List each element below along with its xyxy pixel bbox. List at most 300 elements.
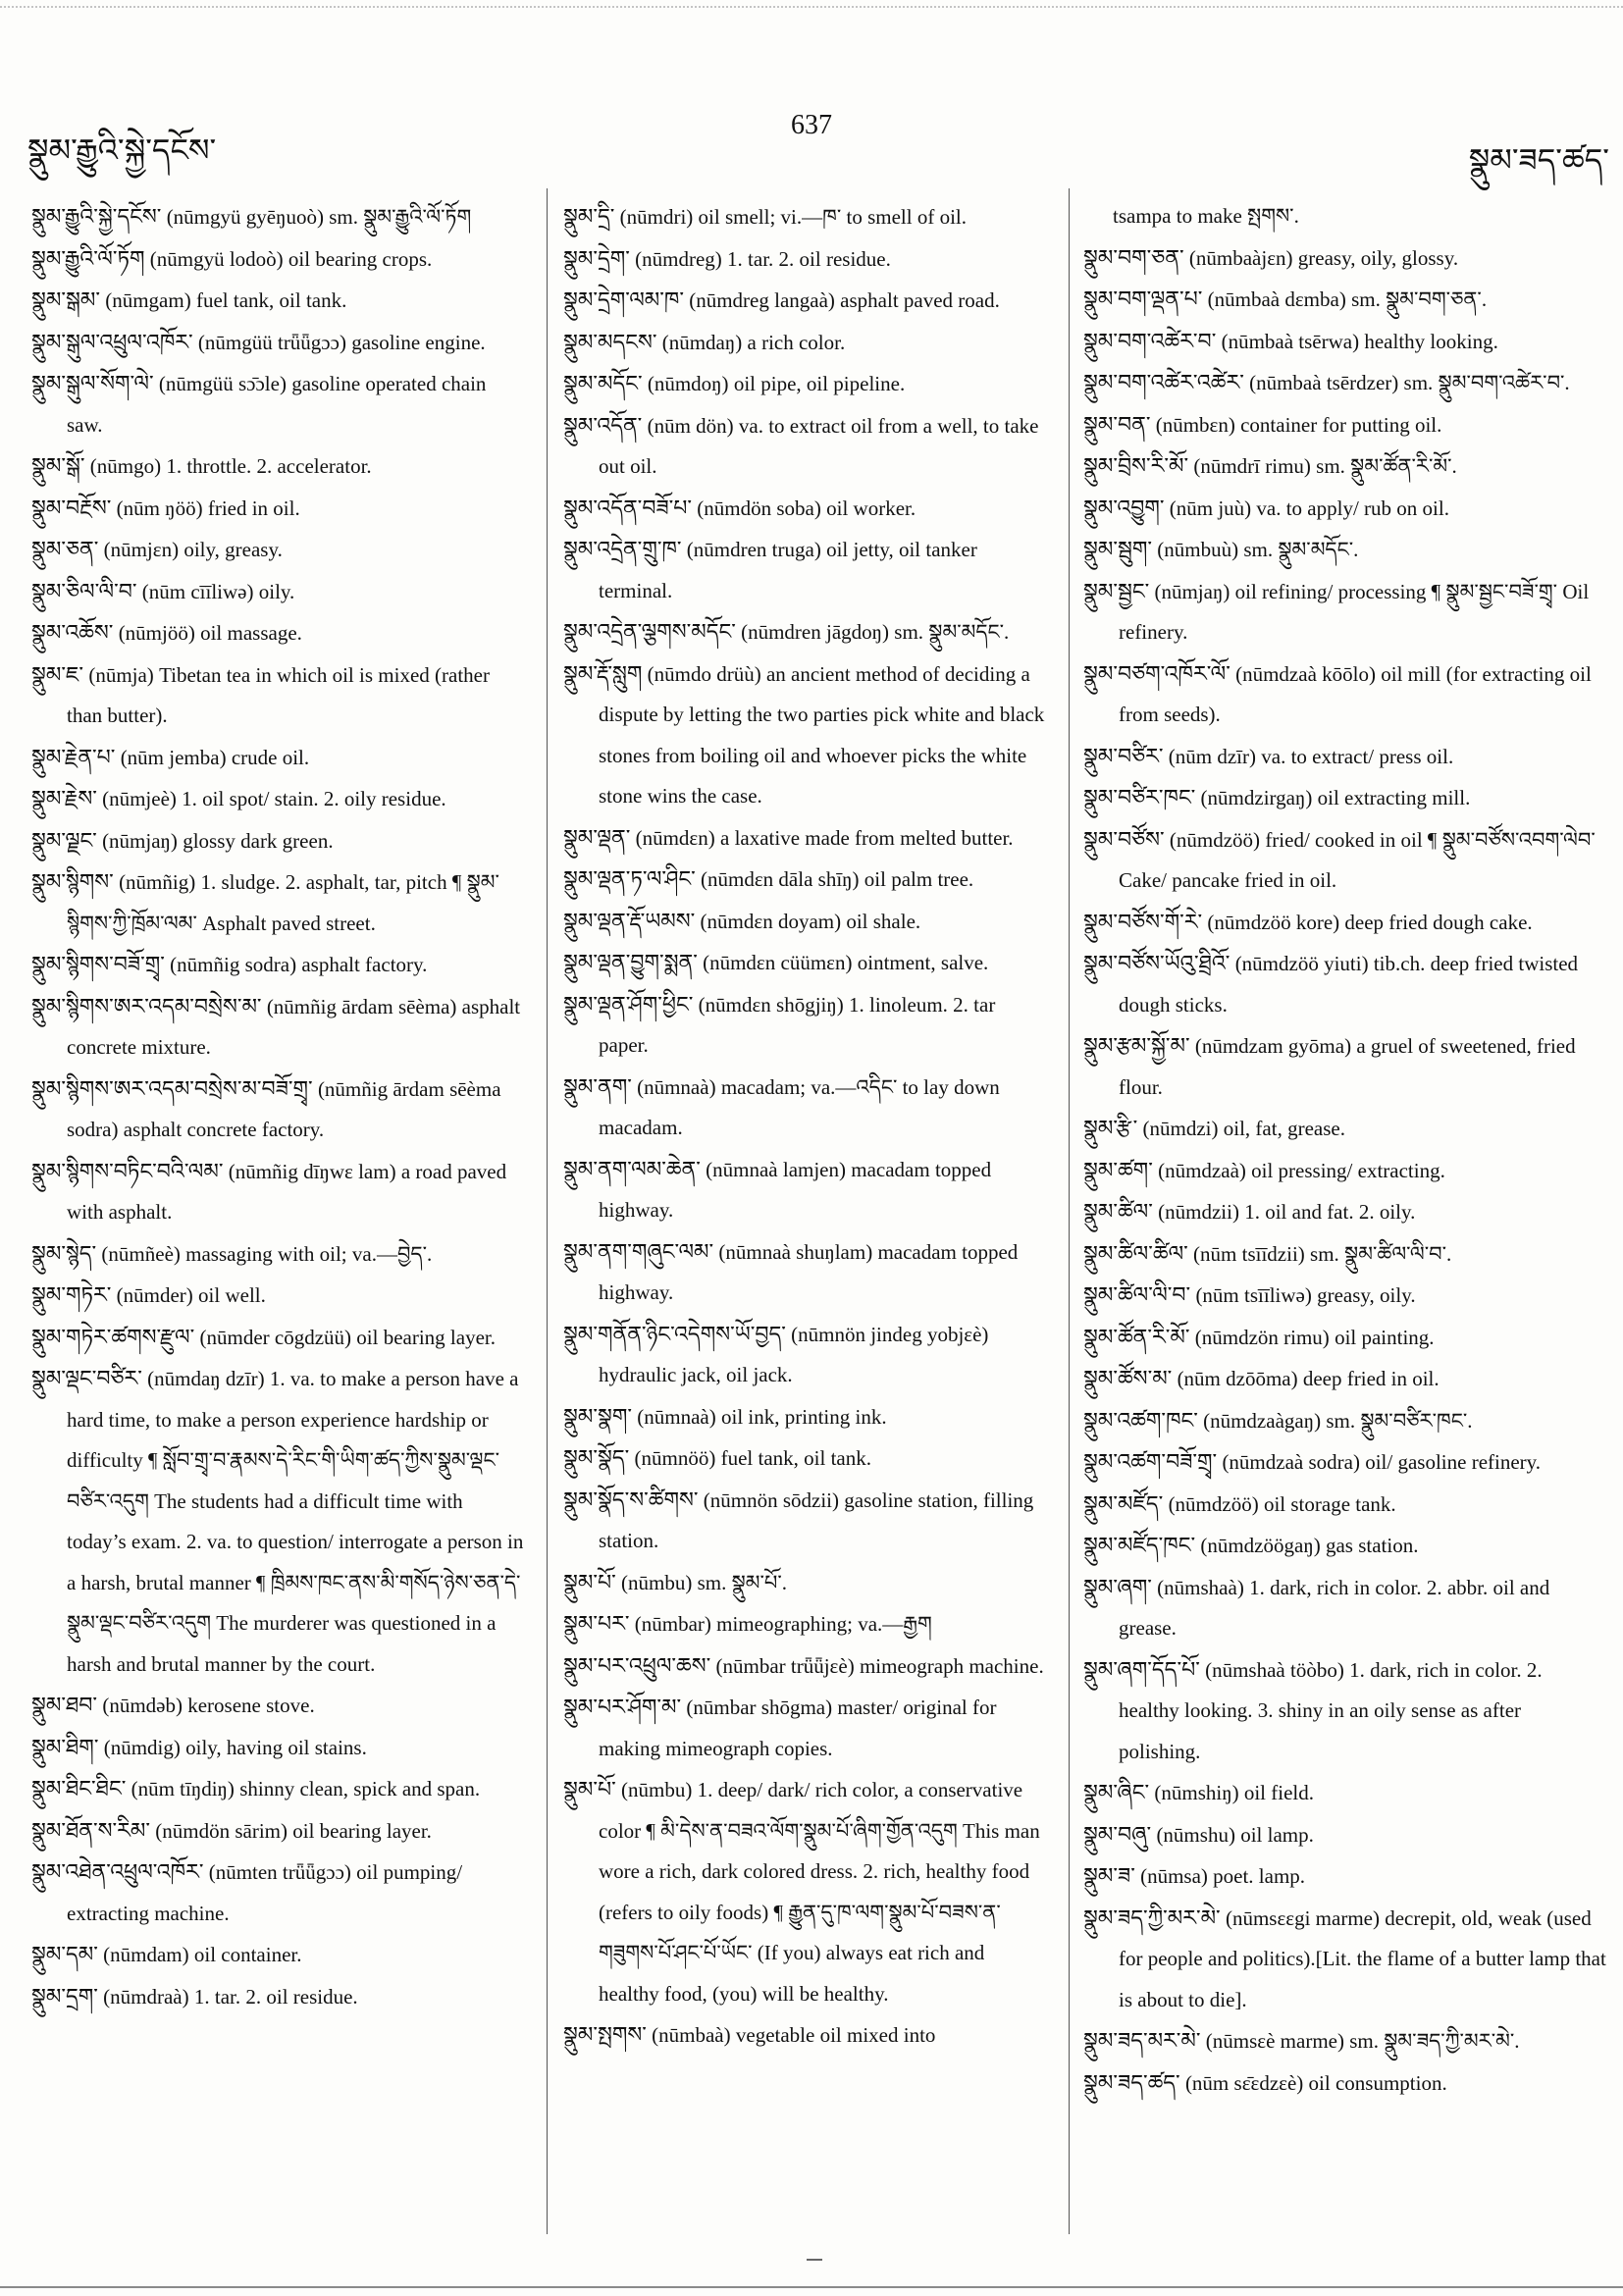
dictionary-entry bbox=[31, 1727, 526, 1769]
dictionary-entry bbox=[1083, 777, 1607, 819]
entry-definition: 1. sludge. 2. asphalt, tar, pitch ¶ སྣུམ་སྙིགས་ཀྱི་ཁྲོམ་ལམ་ Asphalt paved street. bbox=[67, 870, 499, 935]
dictionary-entry bbox=[1083, 1772, 1607, 1814]
entry-definition: sm. སྣུམ་མདོང་. bbox=[894, 620, 1010, 644]
entry-definition: oily, greasy. bbox=[183, 538, 283, 561]
entry-definition: fried in oil. bbox=[207, 496, 300, 520]
dictionary-entry bbox=[1083, 1025, 1607, 1108]
entry-pronunciation: (nūmdɛn shōgjiŋ) bbox=[698, 992, 844, 1017]
entry-pronunciation: (nūm juù) bbox=[1169, 496, 1252, 520]
entry-pronunciation: (nūmbaàjɛn) bbox=[1188, 245, 1293, 270]
entry-headword: སྣུམ་འཚག་ཁང་ bbox=[1083, 1407, 1198, 1433]
entry-definition: oil mill (for extracting oil from seeds). bbox=[1119, 661, 1592, 726]
entry-pronunciation: (nūmdoŋ) bbox=[647, 372, 729, 395]
entry-pronunciation: (nūmjeè) bbox=[102, 787, 177, 810]
entry-headword: སྣུམ་དམ་ bbox=[31, 1942, 98, 1966]
entry-headword: སྣུམ་བཙིར་ bbox=[1083, 743, 1164, 768]
dictionary-entry bbox=[563, 1645, 1050, 1688]
entry-definition: oil pressing/ extracting. bbox=[1251, 1158, 1445, 1182]
entry-headword: སྣུམ་ཟད་ཀྱི་མར་མེ་ bbox=[1083, 1905, 1221, 1930]
dictionary-entry bbox=[563, 901, 1050, 943]
entry-headword: སྣུམ་རྡོ་སླུག bbox=[563, 660, 643, 686]
entry-definition: a road paved with asphalt. bbox=[67, 1159, 507, 1224]
dictionary-entry bbox=[563, 1437, 1050, 1480]
entry-definition: oil massage. bbox=[200, 621, 302, 645]
entry-definition: greasy, oily, glossy. bbox=[1297, 245, 1459, 270]
dictionary-entry bbox=[1083, 1400, 1607, 1442]
column-rule bbox=[1069, 188, 1070, 2234]
entry-pronunciation: (nūmñig dīŋwɛ lam) bbox=[228, 1159, 396, 1183]
entry-headword: སྣུམ་པར་འཕྲུལ་ཆས་ bbox=[563, 1652, 711, 1678]
dictionary-entry bbox=[563, 1149, 1050, 1231]
entry-pronunciation: (nūmñig) bbox=[119, 870, 196, 894]
entry-pronunciation: (nūm tsīīdzii) bbox=[1193, 1241, 1305, 1266]
entry-pronunciation: (nūmgüü trǖǖgɔɔ) bbox=[197, 330, 346, 354]
entry-definition: asphalt factory. bbox=[301, 953, 428, 976]
entry-definition: sm. སྣུམ་པོ་. bbox=[697, 1570, 788, 1594]
entry-headword: སྣུམ་གཏེར་ཚགས་རྫུལ་ bbox=[31, 1324, 195, 1349]
entry-pronunciation: (nūmjöö) bbox=[118, 621, 195, 645]
entry-pronunciation: (nūmnön sōdzii) bbox=[703, 1487, 839, 1512]
entry-pronunciation: (nūm jemba) bbox=[120, 745, 227, 769]
entry-definition: oil bearing layer. bbox=[292, 1818, 432, 1843]
entry-headword: སྣུམ་ལྡན་ཏ་ལ་ཤིང་ bbox=[563, 866, 696, 891]
entry-definition: shinny clean, spick and span. bbox=[239, 1777, 481, 1800]
entry-definition: 1. va. to make a person have a hard time, to make a person experience hardship or difficulty ¶ སློབ་གྲྭ་བ་རྣམས་དེ་རིང་གི་ཡིག་ཚད་ཀྱིས་སྣུམ་ལྡང་བཙིར་འདུག The students had a difficult time with today’s exam. 2. va. to question/ interrogate a person in a harsh, brutal manner ¶ ཁྲིམས་ཁང་ནས་མི་གསོད་ཉེས་ཅན་དེ་སྣུམ་ལྡང་བཙིར་འདུག The murderer was questioned in a harsh and brutal manner by the court. bbox=[67, 1367, 524, 1676]
dictionary-entry bbox=[31, 820, 526, 862]
entry-pronunciation: (nūmsɛɛgi marme) bbox=[1225, 1905, 1380, 1930]
dictionary-entry bbox=[1083, 943, 1607, 1025]
entry-headword: སྣུམ་བཙིར་ཁང་ bbox=[1083, 785, 1196, 809]
entry-definition: oil extracting mill. bbox=[1317, 786, 1471, 809]
entry-definition: asphalt paved road. bbox=[840, 288, 1000, 312]
dictionary-entry bbox=[31, 1768, 526, 1810]
entry-pronunciation: (nūm dzōōma) bbox=[1177, 1367, 1298, 1390]
entry-pronunciation: (nūmten trǖǖgɔɔ) bbox=[208, 1860, 351, 1884]
entry-headword: སྣུམ་སྙིགས་ཨར་འདམ་བསྲེས་མ་ bbox=[31, 993, 262, 1018]
entry-definition: oil bearing layer. bbox=[356, 1325, 496, 1349]
entry-pronunciation: (nūmñig ārdam sēèma) bbox=[266, 994, 457, 1018]
entry-headword: སྣུམ་དྲག་ bbox=[31, 1983, 98, 2009]
entry-definition: oil well. bbox=[198, 1283, 266, 1307]
entry-pronunciation: (nūmdzöö yiuti) bbox=[1234, 952, 1369, 975]
dictionary-entry bbox=[31, 445, 526, 488]
entry-pronunciation: (nūmdɛn doyam) bbox=[700, 909, 842, 933]
entry-headword: སྣུམ་ཚག་ bbox=[1083, 1157, 1153, 1182]
entry-pronunciation: (nūmbaà tsērdzer) bbox=[1249, 371, 1399, 394]
dictionary-entry bbox=[1083, 1275, 1607, 1317]
entry-headword: སྣུམ་མཛོད་ཁང་ bbox=[1083, 1533, 1196, 1557]
entry-definition: glossy dark green. bbox=[183, 828, 334, 853]
entry-headword: སྣུམ་བཞུ་ bbox=[1083, 1821, 1152, 1847]
dictionary-entry bbox=[1083, 819, 1607, 902]
entry-definition: sm. སྣུམ་མདོང་. bbox=[1243, 538, 1359, 561]
entry-pronunciation: (nūmdaŋ dzīr) bbox=[147, 1367, 265, 1390]
dictionary-entry bbox=[31, 1275, 526, 1317]
entry-pronunciation: (nūmbuù) bbox=[1157, 538, 1239, 561]
entry-definition: gasoline operated chain saw. bbox=[67, 372, 487, 437]
entry-pronunciation: (nūmdzöö kore) bbox=[1207, 910, 1340, 934]
dictionary-entry bbox=[31, 1069, 526, 1151]
dictionary-entry bbox=[1083, 1317, 1607, 1359]
entry-pronunciation: (nūmdo drüù) bbox=[647, 661, 761, 686]
entry-definition: 1. dark, rich in color. 2. abbr. oil and grease. bbox=[1119, 1575, 1550, 1640]
dictionary-entry bbox=[31, 1810, 526, 1852]
dictionary-entry bbox=[1083, 1525, 1607, 1567]
dictionary-entry bbox=[1083, 1108, 1607, 1150]
entry-headword: སྣུམ་སྒུལ་འཕྲུལ་འཁོར་ bbox=[31, 329, 193, 354]
entry-pronunciation: (nūmgyü gyēŋuoò) bbox=[166, 205, 324, 229]
entry-pronunciation: (nūmdraà) bbox=[103, 1984, 189, 2009]
dictionary-entry bbox=[31, 778, 526, 820]
dictionary-entry bbox=[31, 654, 526, 737]
dictionary-entry bbox=[1083, 1814, 1607, 1856]
entry-pronunciation: (nūmdren jāgdoŋ) bbox=[741, 620, 890, 644]
dictionary-entry bbox=[563, 280, 1050, 322]
entry-headword: སྣུམ་རྩི་ bbox=[1083, 1116, 1138, 1140]
entry-headword: སྣུམ་ཞག་དོད་པོ་ bbox=[1083, 1656, 1200, 1682]
dictionary-entry bbox=[31, 1976, 526, 2018]
entry-pronunciation: (nūmbu) bbox=[621, 1778, 693, 1801]
entry-pronunciation: (nūmbu) bbox=[621, 1570, 693, 1594]
entry-definition: 1. throttle. 2. accelerator. bbox=[166, 454, 372, 478]
entry-pronunciation: (nūmñig sodra) bbox=[170, 953, 297, 976]
entry-definition: mimeograph machine. bbox=[859, 1653, 1044, 1678]
entry-definition: 1. oil spot/ stain. 2. oily residue. bbox=[182, 787, 446, 810]
dictionary-entry bbox=[1083, 404, 1607, 446]
entry-headword: སྣུམ་འཐེན་འཕྲུལ་འཁོར་ bbox=[31, 1859, 204, 1884]
column-3 bbox=[1083, 196, 1607, 2247]
entry-definition: oil storage tank. bbox=[1263, 1491, 1396, 1516]
dictionary-entry bbox=[31, 612, 526, 654]
entry-pronunciation: (nūm tsīīliwə) bbox=[1195, 1283, 1312, 1307]
entry-headword: སྣུམ་བཙོས་ bbox=[1083, 826, 1165, 852]
entry-pronunciation: (nūmdɛn) bbox=[635, 825, 715, 850]
entry-headword: སྣུམ་འདོན་བཟོ་པ་ bbox=[563, 495, 693, 520]
entry-pronunciation: (nūmdzaà sodra) bbox=[1222, 1450, 1360, 1474]
entry-pronunciation: (nūmgüü sɔ̄ɔle) bbox=[158, 372, 287, 395]
entry-headword: སྣུམ་པར་ཤོག་མ་ bbox=[563, 1695, 682, 1719]
entry-pronunciation: (nūmnaà lamjen) bbox=[706, 1157, 846, 1181]
entry-headword: སྣུམ་འདྲེན་གྲུ་ཁ་ bbox=[563, 537, 682, 561]
entry-definition: poet. lamp. bbox=[1213, 1864, 1306, 1888]
entry-pronunciation: (nūm dön) bbox=[647, 413, 734, 438]
dictionary-entry bbox=[31, 944, 526, 986]
entry-headword: སྣུམ་འབྱུག་ bbox=[1083, 495, 1165, 520]
dictionary-entry bbox=[563, 984, 1050, 1067]
entry-headword: སྣུམ་འདོན་ bbox=[563, 412, 643, 438]
entry-headword: སྣུམ་བག་འཚེར་བ་ bbox=[1083, 328, 1217, 353]
entry-headword: སྣུམ་དྲི་ bbox=[563, 204, 615, 229]
dictionary-entry bbox=[31, 1852, 526, 1934]
entry-pronunciation: (nūmdɛn dāla shīŋ) bbox=[701, 867, 860, 891]
entry-pronunciation: (nūmsa) bbox=[1140, 1864, 1208, 1888]
entry-definition: a laxative made from melted butter. bbox=[720, 825, 1014, 850]
entry-pronunciation: (nūmnaà) bbox=[637, 1074, 716, 1099]
entry-definition: 1. dark, rich in color. 2. healthy looking. 3. shiny in an oily sense as after polishing. bbox=[1119, 1657, 1543, 1763]
entry-definition: oil ink, printing ink. bbox=[721, 1404, 887, 1429]
page-number: 637 bbox=[791, 110, 832, 140]
entry-pronunciation: (nūmgam) bbox=[105, 288, 191, 312]
entry-headword: སྣུམ་བརྔོས་ bbox=[31, 495, 112, 520]
dictionary-entry bbox=[31, 322, 526, 364]
entry-definition: 1. tar. 2. oil residue. bbox=[727, 246, 891, 271]
entry-pronunciation: (nūmbar) bbox=[634, 1612, 711, 1636]
entry-definition: fuel tank, oil tank. bbox=[195, 288, 347, 312]
entry-pronunciation: (nūmbaà) bbox=[652, 2023, 731, 2047]
dictionary-entry bbox=[563, 859, 1050, 901]
entry-headword: སྣུམ་བན་ bbox=[1083, 411, 1151, 437]
dictionary-entry bbox=[31, 238, 526, 281]
entry-headword: སྣུམ་སྙིགས་ bbox=[31, 869, 114, 894]
entry-headword: སྣུམ་གཏེར་ bbox=[31, 1282, 112, 1307]
entry-definition: oil, fat, grease. bbox=[1223, 1117, 1345, 1140]
entry-definition: sm. སྣུམ་བག་འཚེར་བ་. bbox=[1403, 371, 1570, 394]
entry-pronunciation: (nūmnön jindeg yobjɛè) bbox=[791, 1322, 989, 1346]
dictionary-entry bbox=[563, 322, 1050, 364]
entry-definition: macadam topped highway. bbox=[599, 1239, 1019, 1304]
entry-pronunciation: (nūmbar shōgma) bbox=[686, 1696, 833, 1719]
dictionary-entry bbox=[563, 488, 1050, 530]
entry-headword: སྣུམ་ཟད་ཚད་ bbox=[1083, 2069, 1180, 2095]
entry-headword: སྣུམ་དྲེག་ལམ་ཁ་ bbox=[563, 287, 684, 312]
dictionary-entry bbox=[563, 1562, 1050, 1604]
entry-definition: 1. linoleum. 2. tar paper. bbox=[599, 992, 996, 1057]
entry-pronunciation: (nūm ŋöö) bbox=[116, 496, 203, 520]
dictionary-entry bbox=[31, 280, 526, 322]
dictionary-entry bbox=[1083, 653, 1607, 736]
entry-definition: oil pumping/ extracting machine. bbox=[67, 1860, 463, 1925]
entry-pronunciation: (nūmjɛn) bbox=[103, 538, 180, 561]
running-head-left: སྣུམ་རྒྱུའི་སྐྱེ་དངོས་ bbox=[27, 132, 217, 168]
entry-pronunciation: (nūmdzön rimu) bbox=[1194, 1325, 1330, 1349]
entry-definition: sm. སྣུམ་རྒྱུའི་ལོ་ཏོག bbox=[329, 205, 472, 229]
entry-headword: སྣུམ་ཟད་མར་མེ་ bbox=[1083, 2028, 1201, 2053]
entry-headword: སྣུམ་ནག་གཞུང་ལམ་ bbox=[563, 1238, 714, 1264]
entry-pronunciation: (nūmnaà shuŋlam) bbox=[718, 1239, 873, 1264]
dictionary-entry bbox=[563, 1231, 1050, 1314]
entry-headword: སྣུམ་འཆོས་ bbox=[31, 620, 114, 645]
entry-pronunciation: (nūm cīīliwə) bbox=[141, 579, 254, 603]
entry-headword: སྣུམ་པོ་ bbox=[563, 1569, 616, 1594]
entry-headword: སྣུམ་བག་འཚེར་འཚེར་ bbox=[1083, 370, 1244, 394]
entry-pronunciation: (nūmdön sārim) bbox=[155, 1818, 288, 1843]
entry-headword: སྣུམ་ཚོན་རི་མོ་ bbox=[1083, 1324, 1190, 1349]
dictionary-entry bbox=[1083, 488, 1607, 530]
entry-definition: oily, having oil stains. bbox=[185, 1735, 367, 1759]
entry-definition: sm. སྣུམ་བཙིར་ཁང་. bbox=[1326, 1408, 1473, 1433]
entry-definition: crude oil. bbox=[231, 745, 310, 769]
entry-continuation bbox=[1083, 196, 1607, 237]
dictionary-entry bbox=[31, 488, 526, 530]
entry-pronunciation: (nūmdɛn cüümɛn) bbox=[703, 951, 853, 974]
entry-headword: སྣུམ་ཐོན་ས་རིམ་ bbox=[31, 1817, 150, 1843]
entry-headword: སྣུམ་པོ་ bbox=[563, 1777, 616, 1801]
entry-headword: སྣུམ་ལྡན་བྱུག་སྨན་ bbox=[563, 950, 698, 974]
entry-headword: སྣུམ་སྣོད་ bbox=[563, 1445, 630, 1470]
entry-pronunciation: (nūm sɛ̄ɛdzɛè) bbox=[1184, 2070, 1304, 2095]
entry-headword: སྣུམ་སྒོ་ bbox=[31, 453, 85, 478]
entry-definition: oil lamp. bbox=[1240, 1822, 1314, 1847]
dictionary-entry bbox=[31, 571, 526, 613]
entry-definition: fuel tank, oil tank. bbox=[720, 1446, 871, 1470]
entry-definition: oil/ gasoline refinery. bbox=[1365, 1450, 1542, 1474]
entry-definition: oil smell; vi.—ཁ་ to smell of oil. bbox=[698, 205, 967, 229]
entry-pronunciation: (nūmshaà töòbo) bbox=[1205, 1657, 1344, 1682]
entry-headword: སྣུམ་བྲིས་རི་མོ་ bbox=[1083, 453, 1189, 478]
entry-definition: vegetable oil mixed into bbox=[735, 2023, 936, 2047]
dictionary-entry bbox=[563, 1396, 1050, 1438]
entry-definition: master/ original for making mimeograph copies. bbox=[599, 1696, 997, 1760]
entry-definition: 1. deep/ dark/ rich color, a conservative color ¶ མི་དེས་ན་བཟའ་ལོག་སྣུམ་པོ་ཞིག་གྱོན་འདུག This man wore a rich, dark colored dress. 2. rich, healthy food (refers to oily foods) ¶ རྒྱུན་དུ་ཁ་ལག་སྣུམ་པོ་བཟས་ན་གཟུགས་པོ་ཤང་པོ་ཡོང་ (If you) always eat rich and healthy food, (you) will be healthy. bbox=[599, 1778, 1040, 2006]
entry-pronunciation: (nūmja) bbox=[88, 662, 154, 687]
entry-headword: སྣུམ་ལྡན་ཤོག་ཕྱིང་ bbox=[563, 991, 694, 1017]
entry-headword: སྣུམ་སྦུག་ bbox=[1083, 537, 1153, 561]
entry-definition: mimeographing; va.—རྒྱག bbox=[716, 1612, 932, 1636]
entry-headword: སྣུམ་ཐིང་ཐིང་ bbox=[31, 1776, 127, 1800]
column-1 bbox=[31, 196, 526, 2247]
entry-pronunciation: (nūmdzaà) bbox=[1158, 1158, 1246, 1182]
entry-headword: སྣུམ་ཇ་ bbox=[31, 661, 84, 687]
entry-definition: decrepit, old, weak (used for people and politics).[Lit. the flame of a butter lamp that is about to die]. bbox=[1119, 1905, 1606, 2011]
entry-pronunciation: (nūmñig ārdam sēèma sodra) bbox=[67, 1076, 501, 1141]
scan-edge-marks bbox=[0, 6, 1623, 8]
dictionary-entry bbox=[1083, 1649, 1607, 1773]
entry-definition: sm. སྣུམ་བག་ཅན་. bbox=[1351, 287, 1488, 311]
entry-pronunciation: (nūmdzaàgaŋ) bbox=[1203, 1408, 1322, 1433]
running-head-right: སྣུམ་ཟད་ཚད་ bbox=[1468, 142, 1609, 178]
entry-headword: སྣུམ་བག་ཅན་ bbox=[1083, 244, 1184, 270]
entry-headword: སྣུམ་ཐིག་ bbox=[31, 1734, 99, 1759]
entry-pronunciation: (nūmbaà tsērwa) bbox=[1221, 329, 1360, 353]
dictionary-entry bbox=[31, 1233, 526, 1276]
entry-headword: སྣུམ་སྙིགས་བཏིང་བའི་ལམ་ bbox=[31, 1158, 224, 1183]
dictionary-entry bbox=[563, 817, 1050, 860]
entry-headword: སྣུམ་བཙོས་ཡོའུ་ཐྲིའོ་ bbox=[1083, 951, 1230, 975]
entry-definition: gas station. bbox=[1325, 1534, 1419, 1557]
entry-definition: oil consumption. bbox=[1308, 2070, 1447, 2095]
dictionary-entry bbox=[563, 1769, 1050, 2014]
scan-mark bbox=[807, 2259, 822, 2261]
entry-pronunciation: (nūmdam) bbox=[103, 1943, 189, 1966]
entry-pronunciation: (nūmbar trǖǖjɛè) bbox=[715, 1653, 855, 1678]
entry-headword: སྣུམ་སྙིགས་ཨར་འདམ་བསྲེས་མ་བཟོ་གྲྭ་ bbox=[31, 1075, 313, 1101]
entry-headword: སྣུམ་སྣོད་ས་ཚིགས་ bbox=[563, 1487, 699, 1512]
entry-headword: སྣུམ་ཞག་ bbox=[1083, 1574, 1152, 1599]
entry-headword: སྣུམ་ཅན་ bbox=[31, 537, 99, 561]
dictionary-entry bbox=[563, 238, 1050, 281]
entry-headword: སྣུམ་ནག་ bbox=[563, 1073, 632, 1099]
entry-pronunciation: (nūmdzöö) bbox=[1169, 827, 1261, 852]
entry-pronunciation: (nūmdren truga) bbox=[686, 538, 821, 561]
entry-definition: tib.ch. deep fried twisted dough sticks. bbox=[1119, 952, 1579, 1017]
entry-pronunciation: (nūmnöö) bbox=[634, 1446, 716, 1470]
dictionary-entry bbox=[1083, 1233, 1607, 1276]
entry-pronunciation: (nūmdzii) bbox=[1158, 1200, 1239, 1224]
entry-definition: gasoline station, filling station. bbox=[599, 1487, 1034, 1552]
entry-headword: སྣུམ་སྤགས་ bbox=[563, 2022, 647, 2047]
entry-definition: Tibetan tea in which oil is mixed (rather than butter). bbox=[67, 662, 490, 727]
dictionary-entry bbox=[563, 653, 1050, 817]
entry-definition: sm. སྣུམ་ཟད་ཀྱི་མར་མེ་. bbox=[1349, 2029, 1520, 2053]
entry-definition: oil field. bbox=[1243, 1781, 1314, 1804]
dictionary-entry bbox=[1083, 279, 1607, 321]
dictionary-entry bbox=[563, 611, 1050, 653]
dictionary-entry bbox=[1083, 362, 1607, 404]
dictionary-entry bbox=[31, 986, 526, 1069]
entry-headword: སྣུམ་སྦྱང་ bbox=[1083, 578, 1150, 603]
dictionary-entry bbox=[563, 405, 1050, 488]
dictionary-entry bbox=[31, 1934, 526, 1976]
entry-headword: སྣུམ་ཚིལ་ལི་བ་ bbox=[1083, 1282, 1191, 1307]
entry-definition: oil pipe, oil pipeline. bbox=[733, 372, 906, 395]
dictionary-entry bbox=[1083, 321, 1607, 363]
entry-definition: deep fried in oil. bbox=[1302, 1367, 1440, 1390]
dictionary-entry bbox=[31, 1358, 526, 1685]
dictionary-entry bbox=[1083, 2062, 1607, 2105]
entry-headword: སྣུམ་སྣག་ bbox=[563, 1403, 633, 1429]
page-bottom-rule bbox=[0, 2286, 1623, 2288]
entry-definition: deep fried dough cake. bbox=[1344, 910, 1533, 934]
entry-pronunciation: (nūmdrī rimu) bbox=[1193, 454, 1311, 478]
entry-definition: an ancient method of deciding a dispute by letting the two parties pick white and black stones from boiling oil and whoever picks the white stone wins the case. bbox=[599, 661, 1045, 808]
entry-definition: healthy looking. bbox=[1364, 329, 1498, 353]
dictionary-entry bbox=[563, 1067, 1050, 1149]
entry-headword: སྣུམ་སྒམ་ bbox=[31, 287, 100, 312]
entry-pronunciation: (nūmshaà) bbox=[1157, 1575, 1244, 1599]
entry-pronunciation: (nūmder) bbox=[116, 1283, 193, 1307]
dictionary-entry bbox=[1083, 902, 1607, 944]
entry-definition: oil palm tree. bbox=[864, 867, 974, 891]
entry-definition: oil refining/ processing ¶ སྣུམ་སྦྱང་བཟོ་གྲྭ་ Oil refinery. bbox=[1119, 579, 1590, 644]
dictionary-entry bbox=[31, 1685, 526, 1727]
dictionary-entry bbox=[1083, 237, 1607, 280]
entry-definition: asphalt concrete factory. bbox=[123, 1118, 325, 1141]
entry-pronunciation: (nūmbaà dɛmba) bbox=[1207, 287, 1346, 311]
entry-definition: va. to extract oil from a well, to take out oil. bbox=[599, 413, 1039, 478]
entry-definition: oily. bbox=[258, 579, 295, 603]
dictionary-entry bbox=[563, 1603, 1050, 1645]
entry-pronunciation: (nūmdzaà kōōlo) bbox=[1235, 661, 1376, 686]
dictionary-entry bbox=[563, 1687, 1050, 1769]
entry-pronunciation: (nūm tīŋdiŋ) bbox=[131, 1777, 235, 1800]
entry-definition: oil jetty, oil tanker terminal. bbox=[599, 538, 977, 602]
entry-definition: sm. སྣུམ་ཚིལ་ལི་བ་. bbox=[1310, 1241, 1452, 1266]
entry-pronunciation: (nūmñeè) bbox=[101, 1241, 181, 1266]
entry-definition: oil worker. bbox=[826, 496, 916, 520]
entry-pronunciation: (nūm dzīr) bbox=[1168, 744, 1256, 768]
entry-definition: oil painting. bbox=[1335, 1325, 1435, 1349]
entry-headword: སྣུམ་བཙོས་གོ་རེ་ bbox=[1083, 909, 1203, 934]
dictionary-entry bbox=[31, 1317, 526, 1359]
entry-headword: སྣུམ་ནག་ལམ་ཆེན་ bbox=[563, 1156, 701, 1181]
dictionary-entry bbox=[1083, 445, 1607, 488]
entry-pronunciation: (nūmdön soba) bbox=[697, 496, 821, 520]
dictionary-entry bbox=[31, 861, 526, 944]
entry-definition: hydraulic jack, oil jack. bbox=[599, 1363, 793, 1386]
entry-pronunciation: (nūmdri) bbox=[619, 205, 694, 229]
entry-definition: a rich color. bbox=[747, 330, 846, 354]
entry-headword: སྣུམ་ལྗང་ bbox=[31, 827, 97, 853]
entry-headword: སྣུམ་རྗེན་པ་ bbox=[31, 744, 116, 769]
dictionary-entry bbox=[1083, 1484, 1607, 1526]
entry-headword: སྣུམ་རྩམ་སྐྱོ་མ་ bbox=[1083, 1033, 1190, 1058]
entry-pronunciation: (nūmjaŋ) bbox=[1154, 579, 1230, 603]
dictionary-entry bbox=[563, 529, 1050, 611]
entry-definition: greasy, oily. bbox=[1317, 1283, 1416, 1307]
entry-headword: སྣུམ་གནོན་ཉིང་འདེགས་ཡོ་བྱད་ bbox=[563, 1321, 786, 1346]
entry-headword: སྣུམ་བག་ལྡན་པ་ bbox=[1083, 287, 1203, 311]
dictionary-entry bbox=[1083, 1358, 1607, 1400]
